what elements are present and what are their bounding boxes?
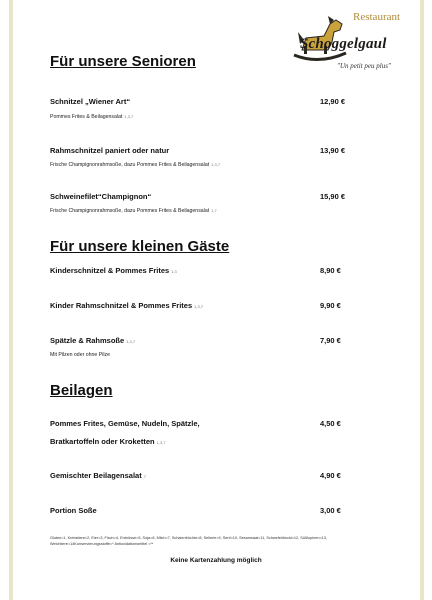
item-name-text: Spätzle & Rahmsoße xyxy=(50,336,125,345)
menu-item-name-line2 xyxy=(50,437,166,446)
allergen-codes: 1,3 xyxy=(171,269,177,274)
menu-item-description: Mit Pilzen oder ohne Pilze xyxy=(50,352,110,358)
footer-note: Keine Kartenzahlung möglich xyxy=(170,557,262,564)
menu-item-price: 9,90 € xyxy=(320,301,341,310)
logo-slogan: "Un petit peu plus" xyxy=(337,62,391,70)
description-text: Frische Champignonrahmsoße, dazu Pommes Frites & Beilagensalat xyxy=(50,208,210,214)
section-title-seniors: Für unsere Senioren xyxy=(50,53,196,70)
menu-item-price: 3,00 € xyxy=(320,506,341,515)
allergen-codes: 1,3,7 xyxy=(194,304,204,309)
menu-item-name xyxy=(50,471,146,480)
allergen-codes: 1,3,7 xyxy=(156,440,166,445)
menu-item-name-line1: Pommes Frites, Gemüse, Nudeln, Spätzle, xyxy=(50,419,200,428)
allergen-legend: Gluten=1, Krebstiere=2, Eier=3, Fisch=4, Erdnüsse=5, Soja=6, Milch=7, Schalenfrüchte=8, Sellerie=9, Senf=10, Sesamsaat=11, Schwefeldioxid=12, Süßlupinen=13, Weichtiere=14Konservierungsstoffe=* Antioxidationsmittel =** xyxy=(50,536,327,546)
menu-item-description xyxy=(50,114,133,120)
menu-item-price: 7,90 € xyxy=(320,336,341,345)
section-title-kids: Für unsere kleinen Gäste xyxy=(50,238,230,255)
menu-item-description xyxy=(50,162,220,168)
item-name-text: Bratkartoffeln oder Kroketten xyxy=(50,437,155,446)
menu-item-name: Schweinefilet“Champignon“ xyxy=(50,192,152,201)
allergen-codes: 1,3,7 xyxy=(211,162,221,167)
menu-item-name: Portion Soße xyxy=(50,506,97,515)
menu-item-price: 4,50 € xyxy=(320,419,341,428)
logo-restaurant-label: Restaurant xyxy=(353,11,401,23)
allergen-codes: 7 xyxy=(143,474,146,479)
allergen-codes: 1,3,7 xyxy=(124,114,134,119)
left-border-stripe xyxy=(9,0,13,600)
allergen-codes: 1,7 xyxy=(211,208,217,213)
section-title-sides: Beilagen xyxy=(50,382,113,399)
menu-item-price: 13,90 € xyxy=(320,146,346,155)
item-name-text: Kinderschnitzel & Pommes Frites xyxy=(50,266,170,275)
item-name-text: Gemischter Beilagensalat xyxy=(50,471,142,480)
menu-item-price: 12,90 € xyxy=(320,97,346,106)
right-border-stripe xyxy=(420,0,424,600)
menu-item-price: 4,90 € xyxy=(320,471,341,480)
description-text: Frische Champignonrahmsoße, dazu Pommes Frites & Beilagensalat xyxy=(50,162,210,168)
menu-item-price: 8,90 € xyxy=(320,266,341,275)
menu-item-name xyxy=(50,336,135,345)
allergen-codes: 1,3,7 xyxy=(126,339,136,344)
menu-item-name: Rahmschnitzel paniert oder natur xyxy=(50,146,170,155)
menu-item-description xyxy=(50,208,217,214)
logo-brand-name: Schoggelgaul xyxy=(300,36,387,52)
menu-item-name xyxy=(50,266,177,275)
menu-item-price: 15,90 € xyxy=(320,192,346,201)
item-name-text: Kinder Rahmschnitzel & Pommes Frites xyxy=(50,301,193,310)
description-text: Pommes Frites & Beilagensalat xyxy=(50,114,123,120)
menu-item-name xyxy=(50,301,203,310)
menu-item-name: Schnitzel „Wiener Art“ xyxy=(50,97,131,106)
